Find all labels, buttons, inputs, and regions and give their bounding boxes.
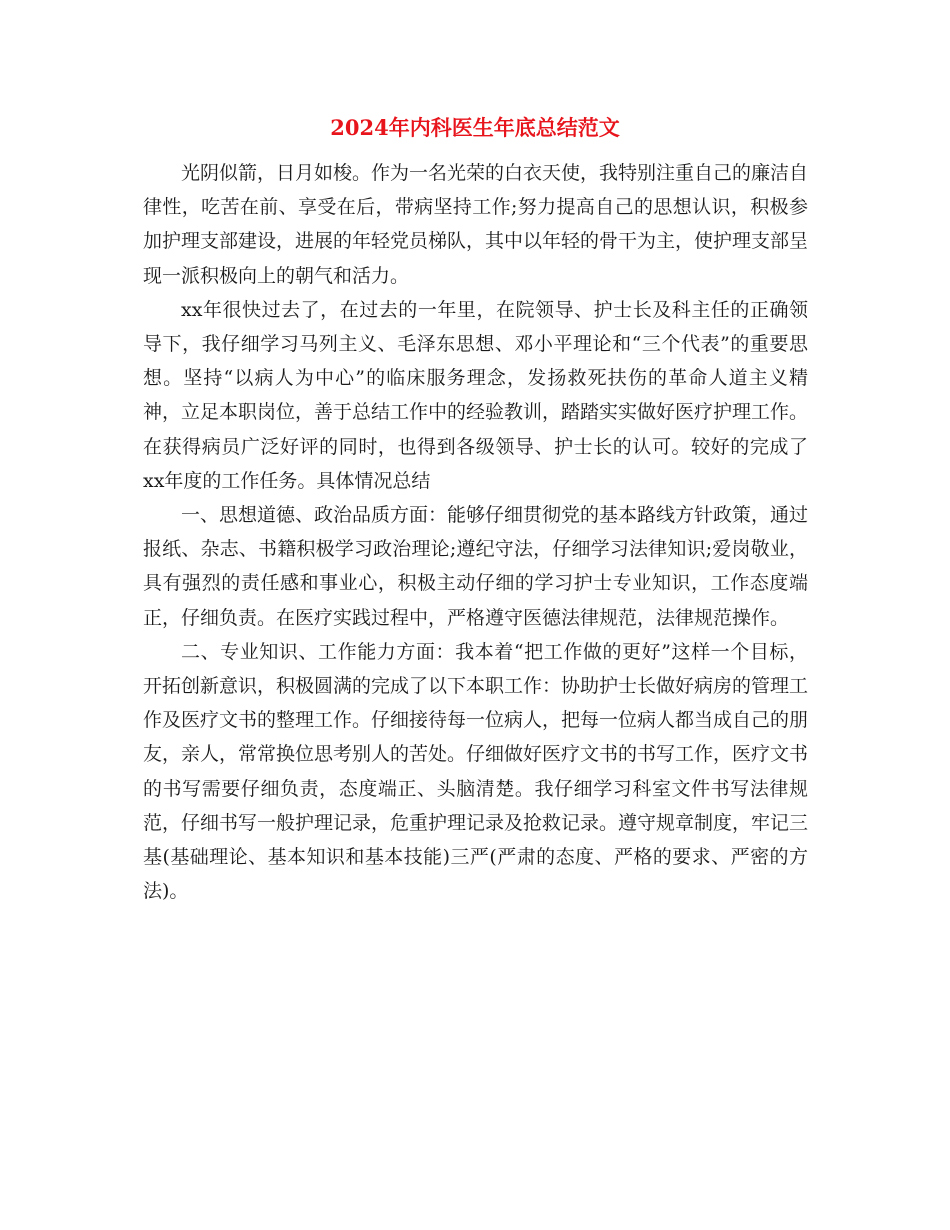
paragraph-ideology: 一、思想道德、政治品质方面：能够仔细贯彻党的基本路线方针政策，通过报纸、杂志、书籍积极学习政治理论;遵纪守法，仔细学习法律知识;爱岗敬业，具有强烈的责任感和事业心，积极主动仔细的学习护士专业知识，工作态度端正，仔细负责。在医疗实践过程中，严格遵守医德法律规范，法律规范操作。 — [143, 504, 809, 629]
document-title: 2024年内科医生年底总结范文 — [330, 115, 620, 140]
paragraph-intro: 光阴似箭，日月如梭。作为一名光荣的白衣天使，我特别注重自己的廉洁自律性，吃苦在前、享受在后，带病坚持工作;努力提高自己的思想认识，积极参加护理支部建设，进展的年轻党员梯队，其中以年轻的骨干为主，使护理支部呈现一派积极向上的朝气和活力。 — [143, 162, 809, 287]
document-body — [143, 156, 808, 908]
paragraph-professional: 二、专业知识、工作能力方面：我本着“把工作做的更好”这样一个目标，开拓创新意识，积极圆满的完成了以下本职工作：协助护士长做好病房的管理工作及医疗文书的整理工作。仔细接待每一位病人，把每一位病人都当成自己的朋友，亲人，常常换位思考别人的苦处。仔细做好医疗文书的书写工作，医疗文书的书写需要仔细负责，态度端正、头脑清楚。我仔细学习科室文件书写法律规范，仔细书写一般护理记录，危重护理记录及抢救记录。遵守规章制度，牢记三基(基础理论、基本知识和基本技能)三严(严肃的态度、严格的要求、严密的方法)。 — [143, 640, 809, 903]
paragraph-year-summary: xx年很快过去了，在过去的一年里，在院领导、护士长及科主任的正确领导下，我仔细学习马列主义、毛泽东思想、邓小平理论和“三个代表”的重要思想。坚持“以病人为中心”的临床服务理念，发扬救死扶伤的革命人道主义精神，立足本职岗位，善于总结工作中的经验教训，踏踏实实做好医疗护理工作。在获得病员广泛好评的同时，也得到各级领导、护士长的认可。较好的完成了xx年度的工作任务。具体情况总结 — [143, 298, 809, 492]
